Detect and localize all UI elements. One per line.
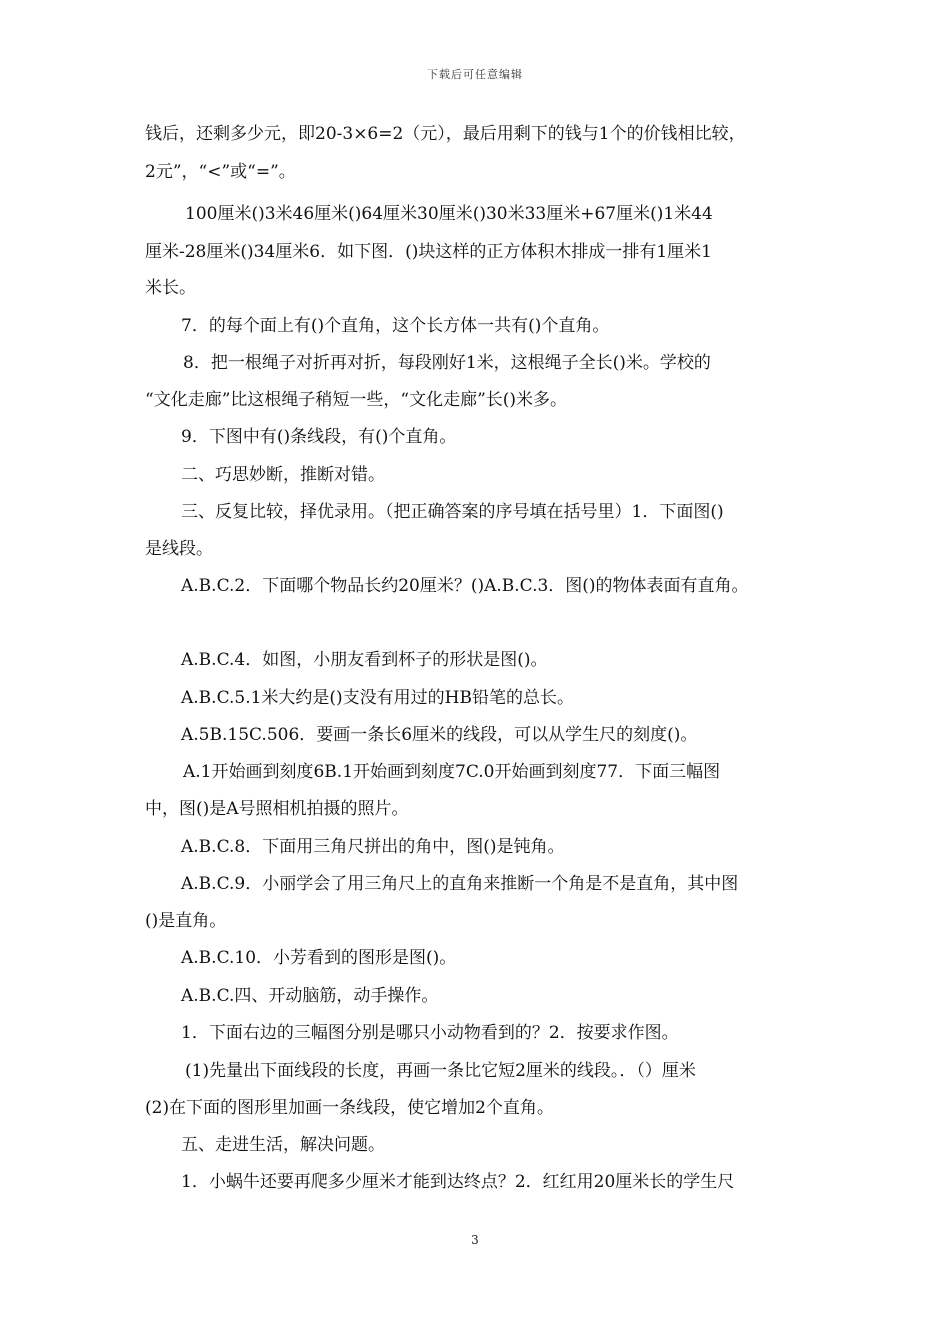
text-line: A.B.C.10．小芳看到的图形是图()。 <box>181 948 457 968</box>
text-line: A.B.C.9．小丽学会了用三角尺上的直角来推断一个角是不是直角，其中图 <box>181 874 739 894</box>
text-line: 9．下图中有()条线段，有()个直角。 <box>181 427 457 447</box>
text-line: 米长。 <box>145 278 196 298</box>
text-line: 五、走进生活，解决问题。 <box>181 1135 385 1155</box>
text-line: A.B.C.5.1米大约是()支没有用过的HB铅笔的总长。 <box>181 688 574 708</box>
text-line: 1．小蜗牛还要再爬多少厘米才能到达终点？2．红红用20厘米长的学生尺 <box>181 1172 735 1192</box>
text-line: 2元”，“<”或“=”。 <box>145 162 296 182</box>
text-line: A.B.C.四、开动脑筋，动手操作。 <box>181 986 439 1006</box>
text-line: A.B.C.2．下面哪个物品长约20厘米？()A.B.C.3．图()的物体表面有直角。 <box>181 576 749 596</box>
text-line: 1．下面右边的三幅图分别是哪只小动物看到的？2．按要求作图。 <box>181 1023 679 1043</box>
text-line: “文化走廊”比这根绳子稍短一些，“文化走廊”长()米多。 <box>145 390 568 410</box>
text-line: A.B.C.4．如图，小朋友看到杯子的形状是图()。 <box>181 650 548 670</box>
page-header: 下载后可任意编辑 <box>427 68 523 81</box>
text-line: 中，图()是A号照相机拍摄的照片。 <box>145 799 409 819</box>
text-line: A.5B.15C.506．要画一条长6厘米的线段，可以从学生尺的刻度()。 <box>181 725 698 745</box>
text-line: 7．的每个面上有()个直角，这个长方体一共有()个直角。 <box>181 316 610 336</box>
text-line: 钱后，还剩多少元，即20-3×6=2（元），最后用剩下的钱与1个的价钱相比较， <box>145 124 746 144</box>
text-line: 100厘米()3米46厘米()64厘米30厘米()30米33厘米+67厘米()1米44 <box>185 204 713 224</box>
text-line: 三、反复比较，择优录用。（把正确答案的序号填在括号里）1．下面图() <box>181 502 724 522</box>
text-line: ()是直角。 <box>145 911 227 931</box>
text-line: (2)在下面的图形里加画一条线段，使它增加2个直角。 <box>145 1098 554 1118</box>
text-line: 二、巧思妙断，推断对错。 <box>181 465 385 485</box>
page-number: 3 <box>471 1233 479 1247</box>
text-line: 8．把一根绳子对折再对折，每段刚好1米，这根绳子全长()米。学校的 <box>183 353 711 373</box>
text-line: A.B.C.8．下面用三角尺拼出的角中，图()是钝角。 <box>181 837 565 857</box>
text-line: (1)先量出下面线段的长度，再画一条比它短2厘米的线段。．（）厘米 <box>185 1061 696 1081</box>
text-line: 厘米-28厘米()34厘米6．如下图．()块这样的正方体积木排成一排有1厘米1 <box>145 242 712 262</box>
text-line: 是线段。 <box>145 539 213 559</box>
text-line: A.1开始画到刻度6B.1开始画到刻度7C.0开始画到刻度77．下面三幅图 <box>183 762 721 782</box>
